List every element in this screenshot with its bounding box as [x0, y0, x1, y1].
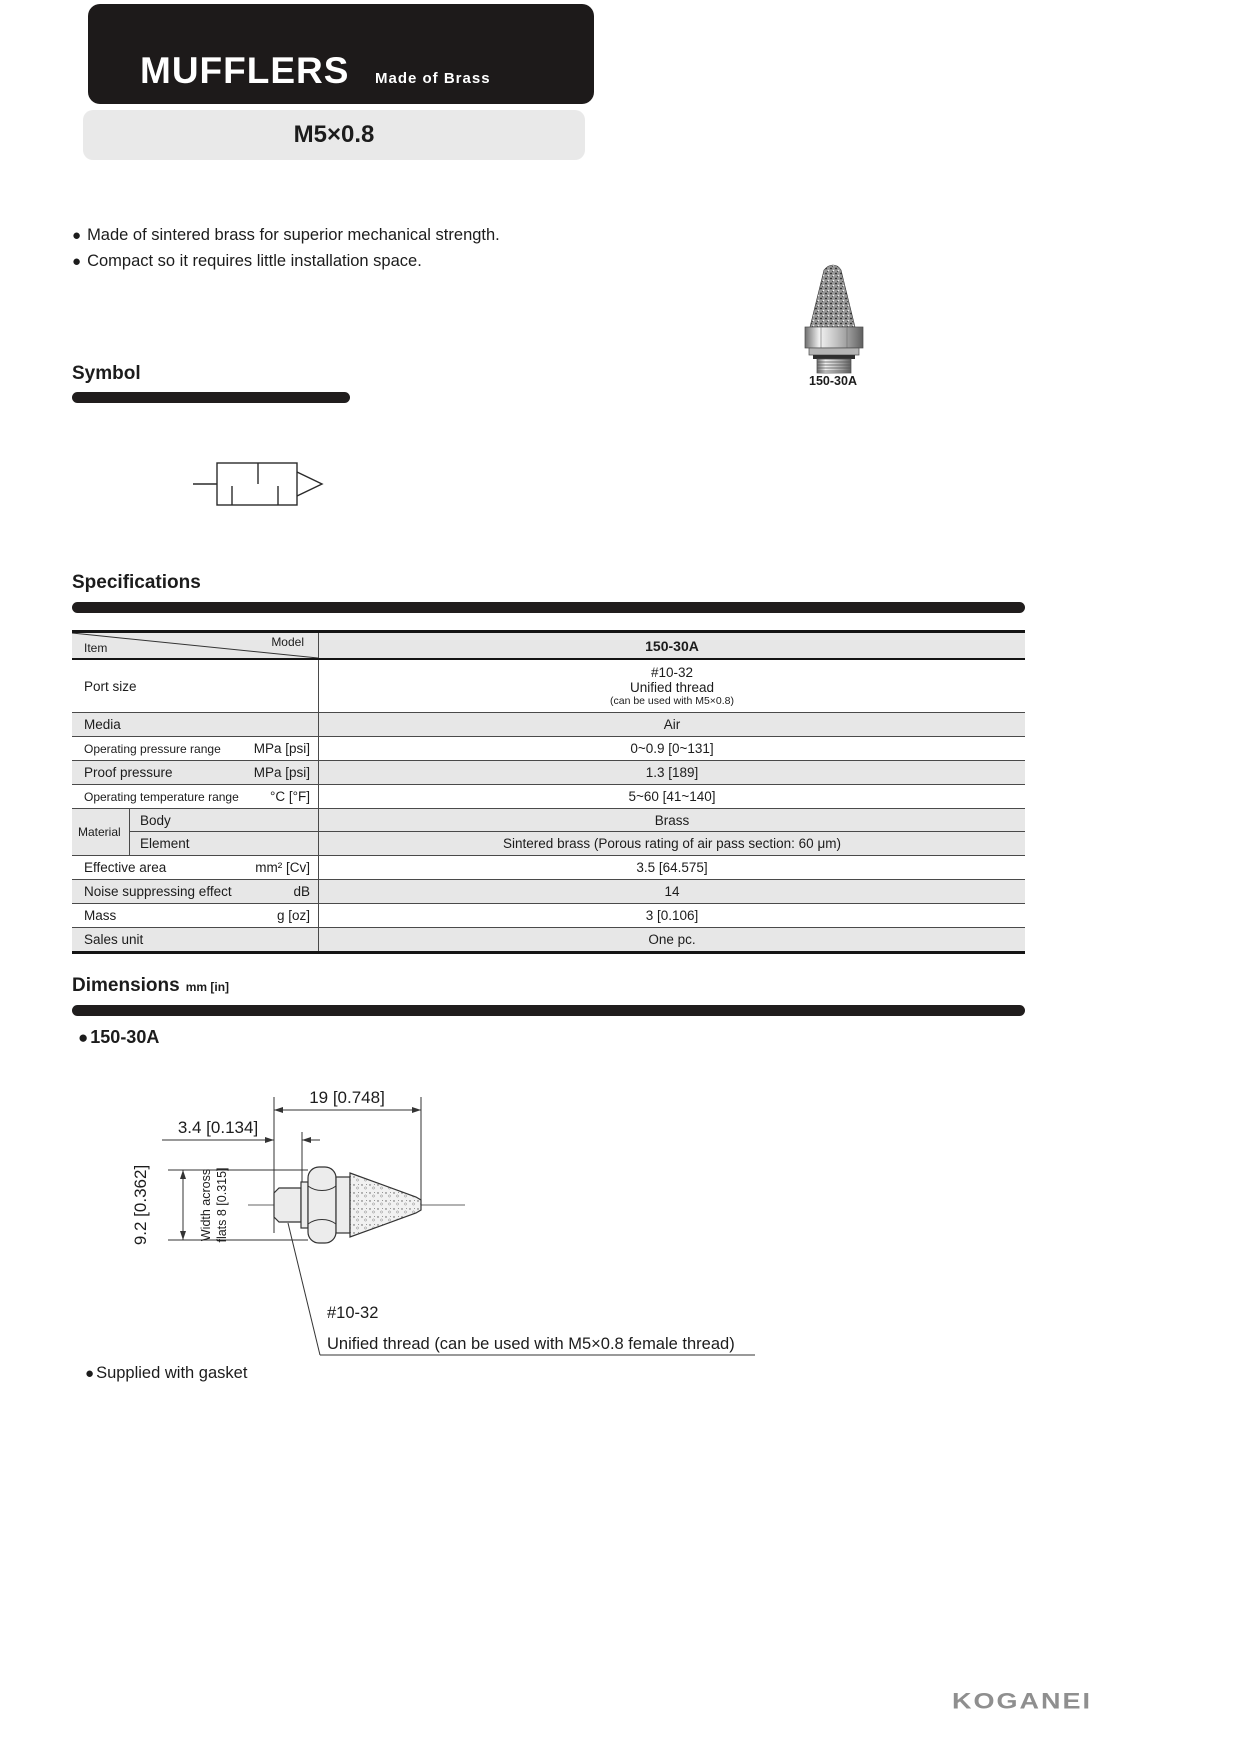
feature-item — [72, 252, 500, 271]
row-label: Mass g [oz] — [72, 904, 319, 927]
thread-note-line2: Unified thread (can be used with M5×0.8 female thread) — [327, 1335, 735, 1353]
dim-height-label: 9.2 [0.362] — [131, 1164, 150, 1246]
bullet-icon: ● — [72, 227, 82, 244]
material-group-label: Material — [72, 809, 130, 855]
row-value: 14 — [664, 884, 680, 899]
dimension-drawing — [80, 1055, 780, 1375]
row-value: 0~0.9 [0~131] — [630, 741, 714, 756]
row-value: 3.5 [64.575] — [636, 860, 708, 875]
row-value: 1.3 [189] — [645, 765, 699, 780]
symbol-heading-text: Symbol — [72, 363, 141, 384]
row-label: Proof pressure MPa [psi] — [72, 761, 319, 784]
dim-flats-label-2: flats 8 [0.315] — [215, 1167, 229, 1243]
specifications-heading — [72, 572, 201, 594]
product-header — [88, 4, 594, 104]
row-value: 3 [0.106] — [645, 908, 699, 923]
row-value: 5~60 [41~140] — [628, 789, 716, 804]
model-header: 150-30A — [645, 637, 699, 654]
dimensions-units: mm [in] — [185, 980, 230, 994]
table-row — [72, 856, 1025, 880]
symbol-heading-bar — [72, 392, 350, 403]
feature-text: Compact so it requires little installation space. — [87, 252, 422, 270]
cone-drawing — [350, 1173, 421, 1237]
muffler-symbol — [170, 450, 340, 520]
dim-flats-label-1: Width across — [199, 1168, 213, 1242]
bullet-icon: ● — [78, 1027, 89, 1047]
thread-size-bar — [83, 110, 585, 160]
feature-text: Made of sintered brass for superior mechanical strength. — [87, 226, 500, 244]
page-subtitle: Made of Brass — [375, 70, 491, 87]
table-corner-cell — [72, 633, 319, 658]
bullet-icon: ● — [72, 253, 82, 270]
table-row — [72, 713, 1025, 737]
gasket-note: ● Supplied with gasket — [85, 1364, 248, 1382]
flange-drawing — [336, 1177, 350, 1233]
feature-item — [72, 226, 500, 245]
hex-nut-drawing — [308, 1167, 336, 1243]
table-row — [72, 880, 1025, 904]
hex-nut-photo — [805, 327, 863, 348]
table-header-row — [72, 633, 1025, 660]
row-value: One pc. — [648, 932, 696, 947]
row-label: Port size — [72, 660, 319, 712]
row-label: Body — [130, 809, 319, 832]
muffler-cone-photo — [810, 265, 855, 327]
corner-model-label: Model — [271, 635, 304, 649]
dim-length-label: 19 [0.748] — [309, 1088, 385, 1107]
row-value: Air — [663, 717, 681, 732]
row-label: Media — [72, 713, 319, 736]
row-label: Operating temperature range °C [°F] — [72, 785, 319, 808]
thread-stub-drawing — [274, 1188, 301, 1222]
corner-item-label: Item — [84, 641, 108, 655]
symbol-heading — [72, 363, 141, 385]
row-label: Noise suppressing effect dB — [72, 880, 319, 903]
dimension-model-label: ● 150-30A — [78, 1027, 160, 1047]
thread-size-label: M5×0.8 — [293, 121, 375, 148]
dim-thread-length-label: 3.4 [0.134] — [177, 1118, 259, 1137]
table-row — [72, 761, 1025, 785]
product-photo-caption: 150-30A — [809, 374, 857, 388]
row-label: Operating pressure range MPa [psi] — [72, 737, 319, 760]
symbol-exhaust-triangle — [297, 472, 322, 496]
row-value: Sintered brass (Porous rating of air pass section: 60 μm) — [503, 836, 841, 851]
material-rows — [72, 809, 1025, 856]
symbol-body — [217, 463, 297, 505]
dimensions-heading-bar — [72, 1005, 1025, 1016]
feature-list — [72, 226, 500, 278]
specifications-heading-text: Specifications — [72, 572, 201, 593]
table-row — [72, 785, 1025, 809]
specifications-table — [72, 630, 1025, 954]
row-value: #10-32 Unified thread (can be used with M5×0.8) — [609, 665, 735, 707]
product-photo — [800, 262, 866, 374]
table-row — [72, 928, 1025, 951]
specifications-heading-bar — [72, 602, 1025, 613]
table-row — [72, 737, 1025, 761]
table-row — [72, 904, 1025, 928]
dimensions-heading-text: Dimensions — [72, 975, 180, 996]
dimensions-heading — [72, 975, 229, 997]
thread-note-line1: #10-32 — [327, 1304, 379, 1322]
bullet-icon: ● — [85, 1365, 95, 1382]
row-label: Effective area mm² [Cv] — [72, 856, 319, 879]
row-value: Brass — [319, 809, 1025, 832]
washer-drawing — [301, 1182, 308, 1228]
page-title: MUFFLERS — [140, 50, 350, 91]
gasket-photo — [813, 355, 855, 359]
table-row — [72, 660, 1025, 713]
koganei-logo: KOGANEI — [952, 1688, 1093, 1714]
row-label: Element — [130, 832, 319, 855]
washer-photo — [809, 348, 859, 355]
row-label: Sales unit — [72, 928, 319, 951]
